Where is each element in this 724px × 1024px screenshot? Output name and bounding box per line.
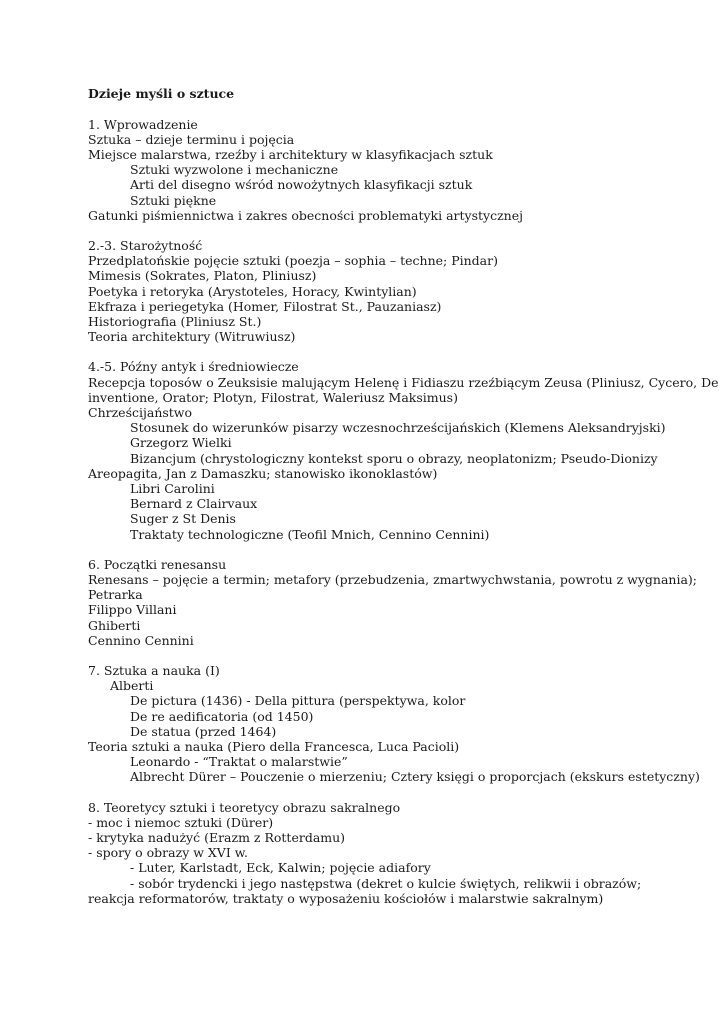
outline-line: Traktaty technologiczne (Teofil Mnich, Cennino Cennini) bbox=[130, 526, 490, 542]
outline-line: Cennino Cennini bbox=[88, 632, 194, 648]
outline-line: Ghiberti bbox=[88, 617, 141, 633]
outline-line: - Luter, Karlstadt, Eck, Kalwin; pojęcie adiafory bbox=[130, 860, 431, 876]
outline-line: Alberti bbox=[110, 678, 154, 694]
section-heading: 2.-3. Starożytność bbox=[88, 237, 203, 253]
outline-line: Miejsce malarstwa, rzeźby i architektury w klasyfikacjach sztuk bbox=[88, 146, 493, 162]
document-body bbox=[88, 116, 719, 907]
outline-line: Ekfraza i periegetyka (Homer, Filostrat St., Pauzaniasz) bbox=[88, 298, 442, 314]
outline-line: Sztuki wyzwolone i mechaniczne bbox=[130, 162, 339, 178]
outline-line: Mimesis (Sokrates, Platon, Pliniusz) bbox=[88, 268, 317, 284]
outline-line: Bizancjum (chrystologiczny kontekst sporu o obrazy, neoplatonizm; Pseudo-Dionizy bbox=[130, 450, 658, 466]
outline-line: inventione, Orator; Plotyn, Filostrat, Waleriusz Maksimus) bbox=[88, 389, 458, 405]
outline-line: De statua (przed 1464) bbox=[130, 723, 277, 739]
outline-line: Gatunki piśmiennictwa i zakres obecności problematyki artystycznej bbox=[88, 207, 524, 223]
outline-section bbox=[88, 117, 700, 223]
outline-line: Filippo Villani bbox=[88, 602, 177, 618]
outline-line: De re aedificatoria (od 1450) bbox=[130, 708, 314, 724]
section-heading: 8. Teoretycy sztuki i teoretycy obrazu sakralnego bbox=[88, 799, 401, 815]
section-heading: 6. Początki renesansu bbox=[88, 556, 227, 572]
outline-line: Renesans – pojęcie a termin; metafory (przebudzenia, zmartwychwstania, powrotu z wygnania); bbox=[88, 571, 698, 587]
outline-line: Stosunek do wizerunków pisarzy wczesnochrześcijańskich (Klemens Aleksandryjski) bbox=[130, 420, 666, 436]
outline-section bbox=[88, 359, 719, 542]
outline-line: Petrarka bbox=[88, 587, 143, 603]
outline-line: Chrześcijaństwo bbox=[88, 404, 193, 420]
outline-line: Areopagita, Jan z Damaszku; stanowisko ikonoklastów) bbox=[88, 465, 438, 481]
outline-line: De pictura (1436) - Della pittura (perspektywa, kolor bbox=[130, 693, 466, 709]
outline-line: - spory o obrazy w XVI w. bbox=[88, 845, 248, 861]
outline-line: Sztuki piękne bbox=[130, 192, 217, 208]
outline-line: Albrecht Dürer – Pouczenie o mierzeniu; Cztery księgi o proporcjach (ekskurs estetyczny) bbox=[130, 769, 700, 785]
outline-section bbox=[88, 663, 700, 785]
outline-line: reakcja reformatorów, traktaty o wyposażeniu kościołów i malarstwie sakralnym) bbox=[88, 890, 604, 906]
outline-line: Recepcja toposów o Zeuksisie malującym Helenę i Fidiaszu rzeźbiącym Zeusa (Pliniusz, Cycero, De bbox=[88, 374, 719, 390]
section-heading: 1. Wprowadzenie bbox=[88, 116, 198, 132]
outline-line: - moc i niemoc sztuki (Dürer) bbox=[88, 814, 274, 830]
outline-line: Teoria architektury (Witruwiusz) bbox=[88, 329, 296, 345]
outline-line: Teoria sztuki a nauka (Piero della Francesca, Luca Pacioli) bbox=[88, 739, 460, 755]
outline-line: Poetyka i retoryka (Arystoteles, Horacy, Kwintylian) bbox=[88, 283, 417, 299]
outline-line: Przedplatońskie pojęcie sztuki (poezja – sophia – techne; Pindar) bbox=[88, 253, 498, 269]
outline-line: Sztuka – dzieje terminu i pojęcia bbox=[88, 131, 295, 147]
document-title: Dzieje myśli o sztuce bbox=[88, 86, 235, 101]
outline-line: Historiografia (Pliniusz St.) bbox=[88, 313, 262, 329]
outline-line: Suger z St Denis bbox=[130, 511, 236, 527]
outline-line: Grzegorz Wielki bbox=[130, 435, 232, 451]
outline-line: Arti del disegno wśród nowożytnych klasyfikacji sztuk bbox=[130, 177, 473, 193]
outline-section bbox=[88, 238, 700, 344]
section-heading: 7. Sztuka a nauka (I) bbox=[88, 663, 220, 678]
section-heading: 4.-5. Późny antyk i średniowiecze bbox=[88, 359, 299, 375]
outline-line: Leonardo - “Traktat o malarstwie” bbox=[130, 754, 348, 770]
outline-section bbox=[88, 557, 700, 648]
outline-line: Bernard z Clairvaux bbox=[130, 496, 258, 512]
outline-section bbox=[88, 800, 700, 906]
outline-line: - sobór trydencki i jego następstwa (dekret o kulcie świętych, relikwii i obrazów; bbox=[130, 875, 642, 891]
outline-line: - krytyka nadużyć (Erazm z Rotterdamu) bbox=[88, 830, 346, 846]
outline-line: Libri Carolini bbox=[130, 480, 215, 496]
